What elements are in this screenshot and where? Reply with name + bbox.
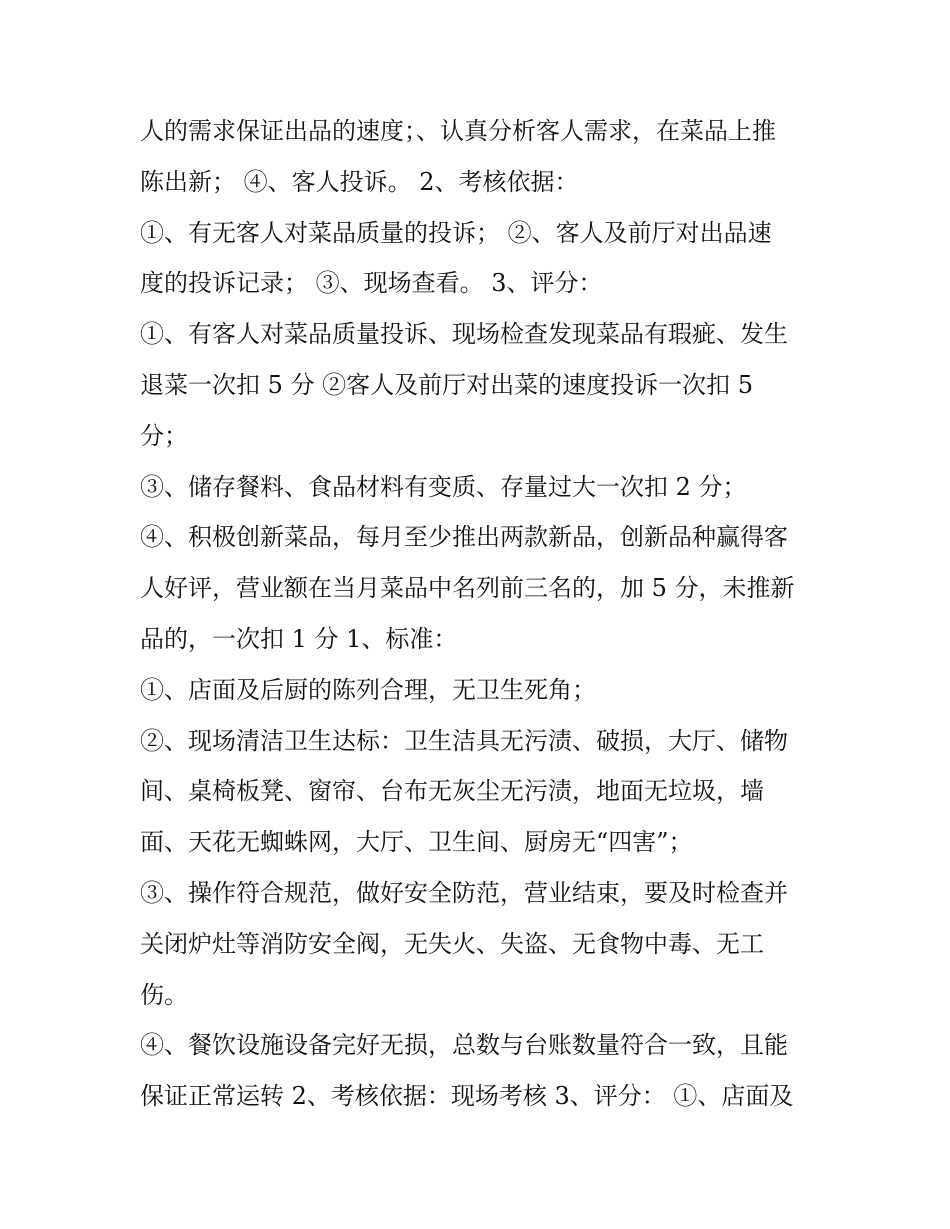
text-line: 退菜一次扣 5 分 ②客人及前厅对出菜的速度投诉一次扣 5 bbox=[140, 370, 754, 399]
text-line: 陈出新； ④、客人投诉。 2、考核依据： bbox=[140, 167, 579, 196]
text-line: ③、储存餐料、食品材料有变质、存量过大一次扣 2 分； bbox=[140, 472, 747, 501]
text-line: 人的需求保证出品的速度；、认真分析客人需求，在菜品上推 bbox=[140, 117, 776, 145]
text-line: 保证正常运转 2、考核依据：现场考核 3、评分： ①、店面及 bbox=[140, 1082, 794, 1111]
text-line: 品的，一次扣 1 分 1、标准： bbox=[140, 624, 458, 653]
text-line: ④、餐饮设施设备完好无损，总数与台账数量符合一致，且能 bbox=[140, 1031, 788, 1060]
text-line: ③、操作符合规范，做好安全防范，营业结束，要及时检查并 bbox=[140, 878, 788, 907]
text-line: 分； bbox=[140, 421, 188, 450]
text-line: 度的投诉记录； ③、现场查看。 3、评分： bbox=[140, 269, 603, 298]
text-line: 伤。 bbox=[140, 980, 188, 1009]
text-line: 面、天花无蜘蛛网，大厅、卫生间、厨房无“四害”； bbox=[140, 828, 693, 857]
document-body bbox=[140, 106, 820, 1122]
text-line: ④、积极创新菜品，每月至少推出两款新品，创新品种赢得客 bbox=[140, 523, 788, 552]
text-line: ②、现场清洁卫生达标：卫生洁具无污渍、破损，大厅、储物 bbox=[140, 726, 788, 755]
text-line: ①、有客人对菜品质量投诉、现场检查发现菜品有瑕疵、发生 bbox=[140, 320, 788, 349]
text-line: ①、店面及后厨的陈列合理，无卫生死角； bbox=[140, 675, 596, 704]
text-line: 间、桌椅板凳、窗帘、台布无灰尘无污渍，地面无垃圾，墙 bbox=[140, 777, 764, 806]
text-line: 人好评，营业额在当月菜品中名列前三名的，加 5 分，未推新 bbox=[140, 574, 795, 603]
text-line: 关闭炉灶等消防安全阀，无失火、失盗、无食物中毒、无工 bbox=[140, 929, 764, 958]
text-line: ①、有无客人对菜品质量的投诉； ②、客人及前厅对出品速 bbox=[140, 218, 772, 247]
